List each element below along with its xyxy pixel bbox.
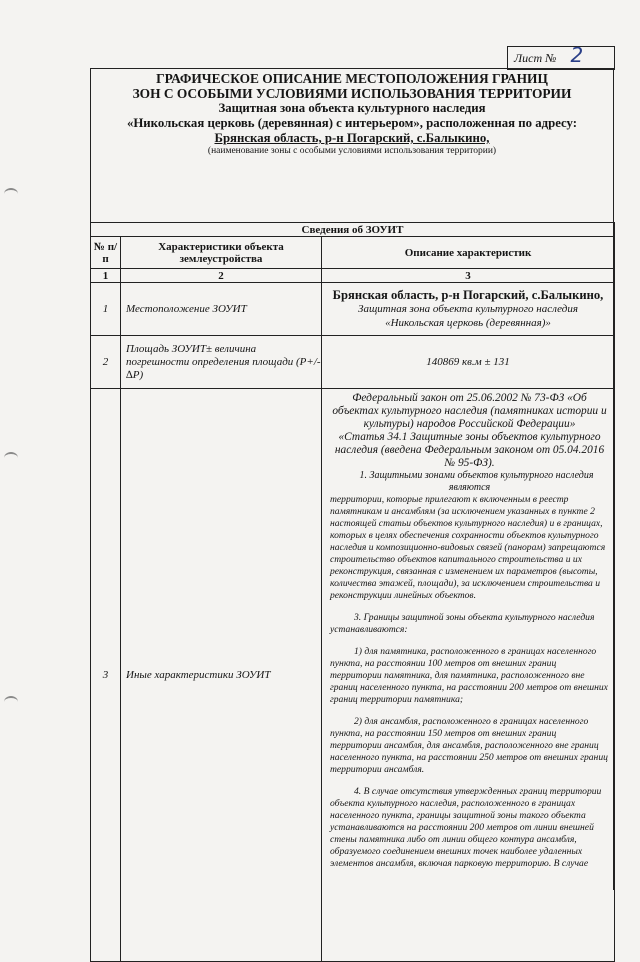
title-line-5: Брянская область, р-н Погарский, с.Балыкино,: [214, 131, 490, 145]
row-name: Местоположение ЗОУИТ: [121, 283, 322, 336]
info-table: [90, 222, 615, 962]
location-object: «Никольская церковь (деревянная)»: [385, 317, 551, 329]
paragraph-1-head: 1. Защитными зонами объектов культурного наследия являются: [359, 470, 594, 493]
column-header-row: [91, 237, 615, 269]
paragraph-4: 4. В случае отсутствия утвержденных границ территории объекта культурного наследия, расположенного в границах населенного пункта, границы защитной зоны такого объекта устанавливаются на расстоянии 200 метров от линии внешней стены памятника либо от линии общего контура ансамбля, образуемого соединением внешних точек наиболее удаленных элементов ансамбля, включая парковую территорию. В случае: [330, 786, 602, 869]
col-number: 1: [91, 269, 121, 283]
law-article: «Статья 34.1 Защитные зоны объектов культурного наследия (введена Федеральным законом от 05.04.2016 № 95-ФЗ).: [334, 431, 605, 469]
col-number: 3: [322, 269, 615, 283]
title-caption: (наименование зоны с особыми условиями использования территории): [207, 146, 497, 156]
punch-hole-mark: [4, 188, 18, 200]
title-line-3: Защитная зона объекта культурного наследия: [218, 101, 486, 115]
sheet-number-box: [507, 43, 615, 70]
document-header: [91, 69, 613, 157]
table-row: [91, 283, 615, 336]
law-title: Федеральный закон от 25.06.2002 № 73-ФЗ «Об объектах культурного наследия (памятниках истории и культуры) народов Российской Федерации»: [332, 392, 607, 430]
column-number-row: [91, 269, 615, 283]
table-row: [91, 336, 615, 389]
section-title-row: [91, 223, 615, 237]
col-header-desc: Описание характеристик: [322, 237, 615, 269]
row-description: [322, 283, 615, 336]
sheet-label: Лист №: [514, 50, 557, 65]
paragraph-1-body: территории, которые прилегают к включенным в реестр памятникам и ансамблям (за исключением указанных в пункте 2 настоящей статьи объектов культурного наследия) и в границах, которых в целях обеспечения сохранности объектов культурного наследия и композиционно-видовых связей (панорам) запрещаются строительство объектов капитального строительства и их реконструкция, связанная с изменением их параметров (высоты, количества этажей, площади), за исключением строительства и реконструкции линейных объектов.: [330, 494, 606, 601]
paragraph-3-1: 1) для памятника, расположенного в границах населенного пункта, на расстоянии 100 метров от внешних границ территории памятника, для памятника, расположенного вне границ населенного пункта, на расстоянии 200 метров от внешних границ территории памятника;: [330, 646, 608, 705]
punch-hole-mark: [4, 696, 18, 708]
document-frame: [90, 68, 614, 890]
title-line-1: ГРАФИЧЕСКОЕ ОПИСАНИЕ МЕСТОПОЛОЖЕНИЯ ГРАНИЦ: [156, 71, 548, 86]
title-line-4: «Никольская церковь (деревянная) с интерьером», расположенная по адресу:: [126, 116, 578, 130]
sheet-number-handwritten: 2: [570, 43, 584, 67]
col-header-char: Характеристики объекта землеустройства: [121, 237, 322, 269]
col-number: 2: [121, 269, 322, 283]
location-address: Брянская область, р-н Погарский, с.Балыкино,: [332, 288, 604, 302]
row-number: 2: [91, 336, 121, 389]
paragraph-3: 3. Границы защитной зоны объекта культурного наследия устанавливаются:: [330, 612, 595, 635]
row-number: 3: [91, 389, 121, 962]
paragraph-3-2: 2) для ансамбля, расположенного в границах населенного пункта, на расстоянии 150 метров от внешних границ территории ансамбля, для ансамбля, расположенного вне границ населенного пункта, на расстоянии 250 метров от внешних границ территории ансамбля.: [330, 716, 608, 775]
punch-hole-mark: [4, 452, 18, 464]
area-value: 140869 кв.м ± 131: [322, 336, 615, 389]
row-name: Иные характеристики ЗОУИТ: [121, 389, 322, 962]
other-characteristics: [322, 389, 615, 962]
table-row: [91, 389, 615, 962]
col-header-num: № п/п: [91, 237, 121, 269]
row-name: Площадь ЗОУИТ± величина погрешности определения площади (P+/- ∆P): [121, 336, 322, 389]
row-number: 1: [91, 283, 121, 336]
location-zone: Защитная зона объекта культурного наследия: [358, 303, 578, 315]
section-title: Сведения об ЗОУИТ: [91, 223, 615, 237]
title-line-2: ЗОН С ОСОБЫМИ УСЛОВИЯМИ ИСПОЛЬЗОВАНИЯ ТЕРРИТОРИИ: [132, 86, 572, 101]
